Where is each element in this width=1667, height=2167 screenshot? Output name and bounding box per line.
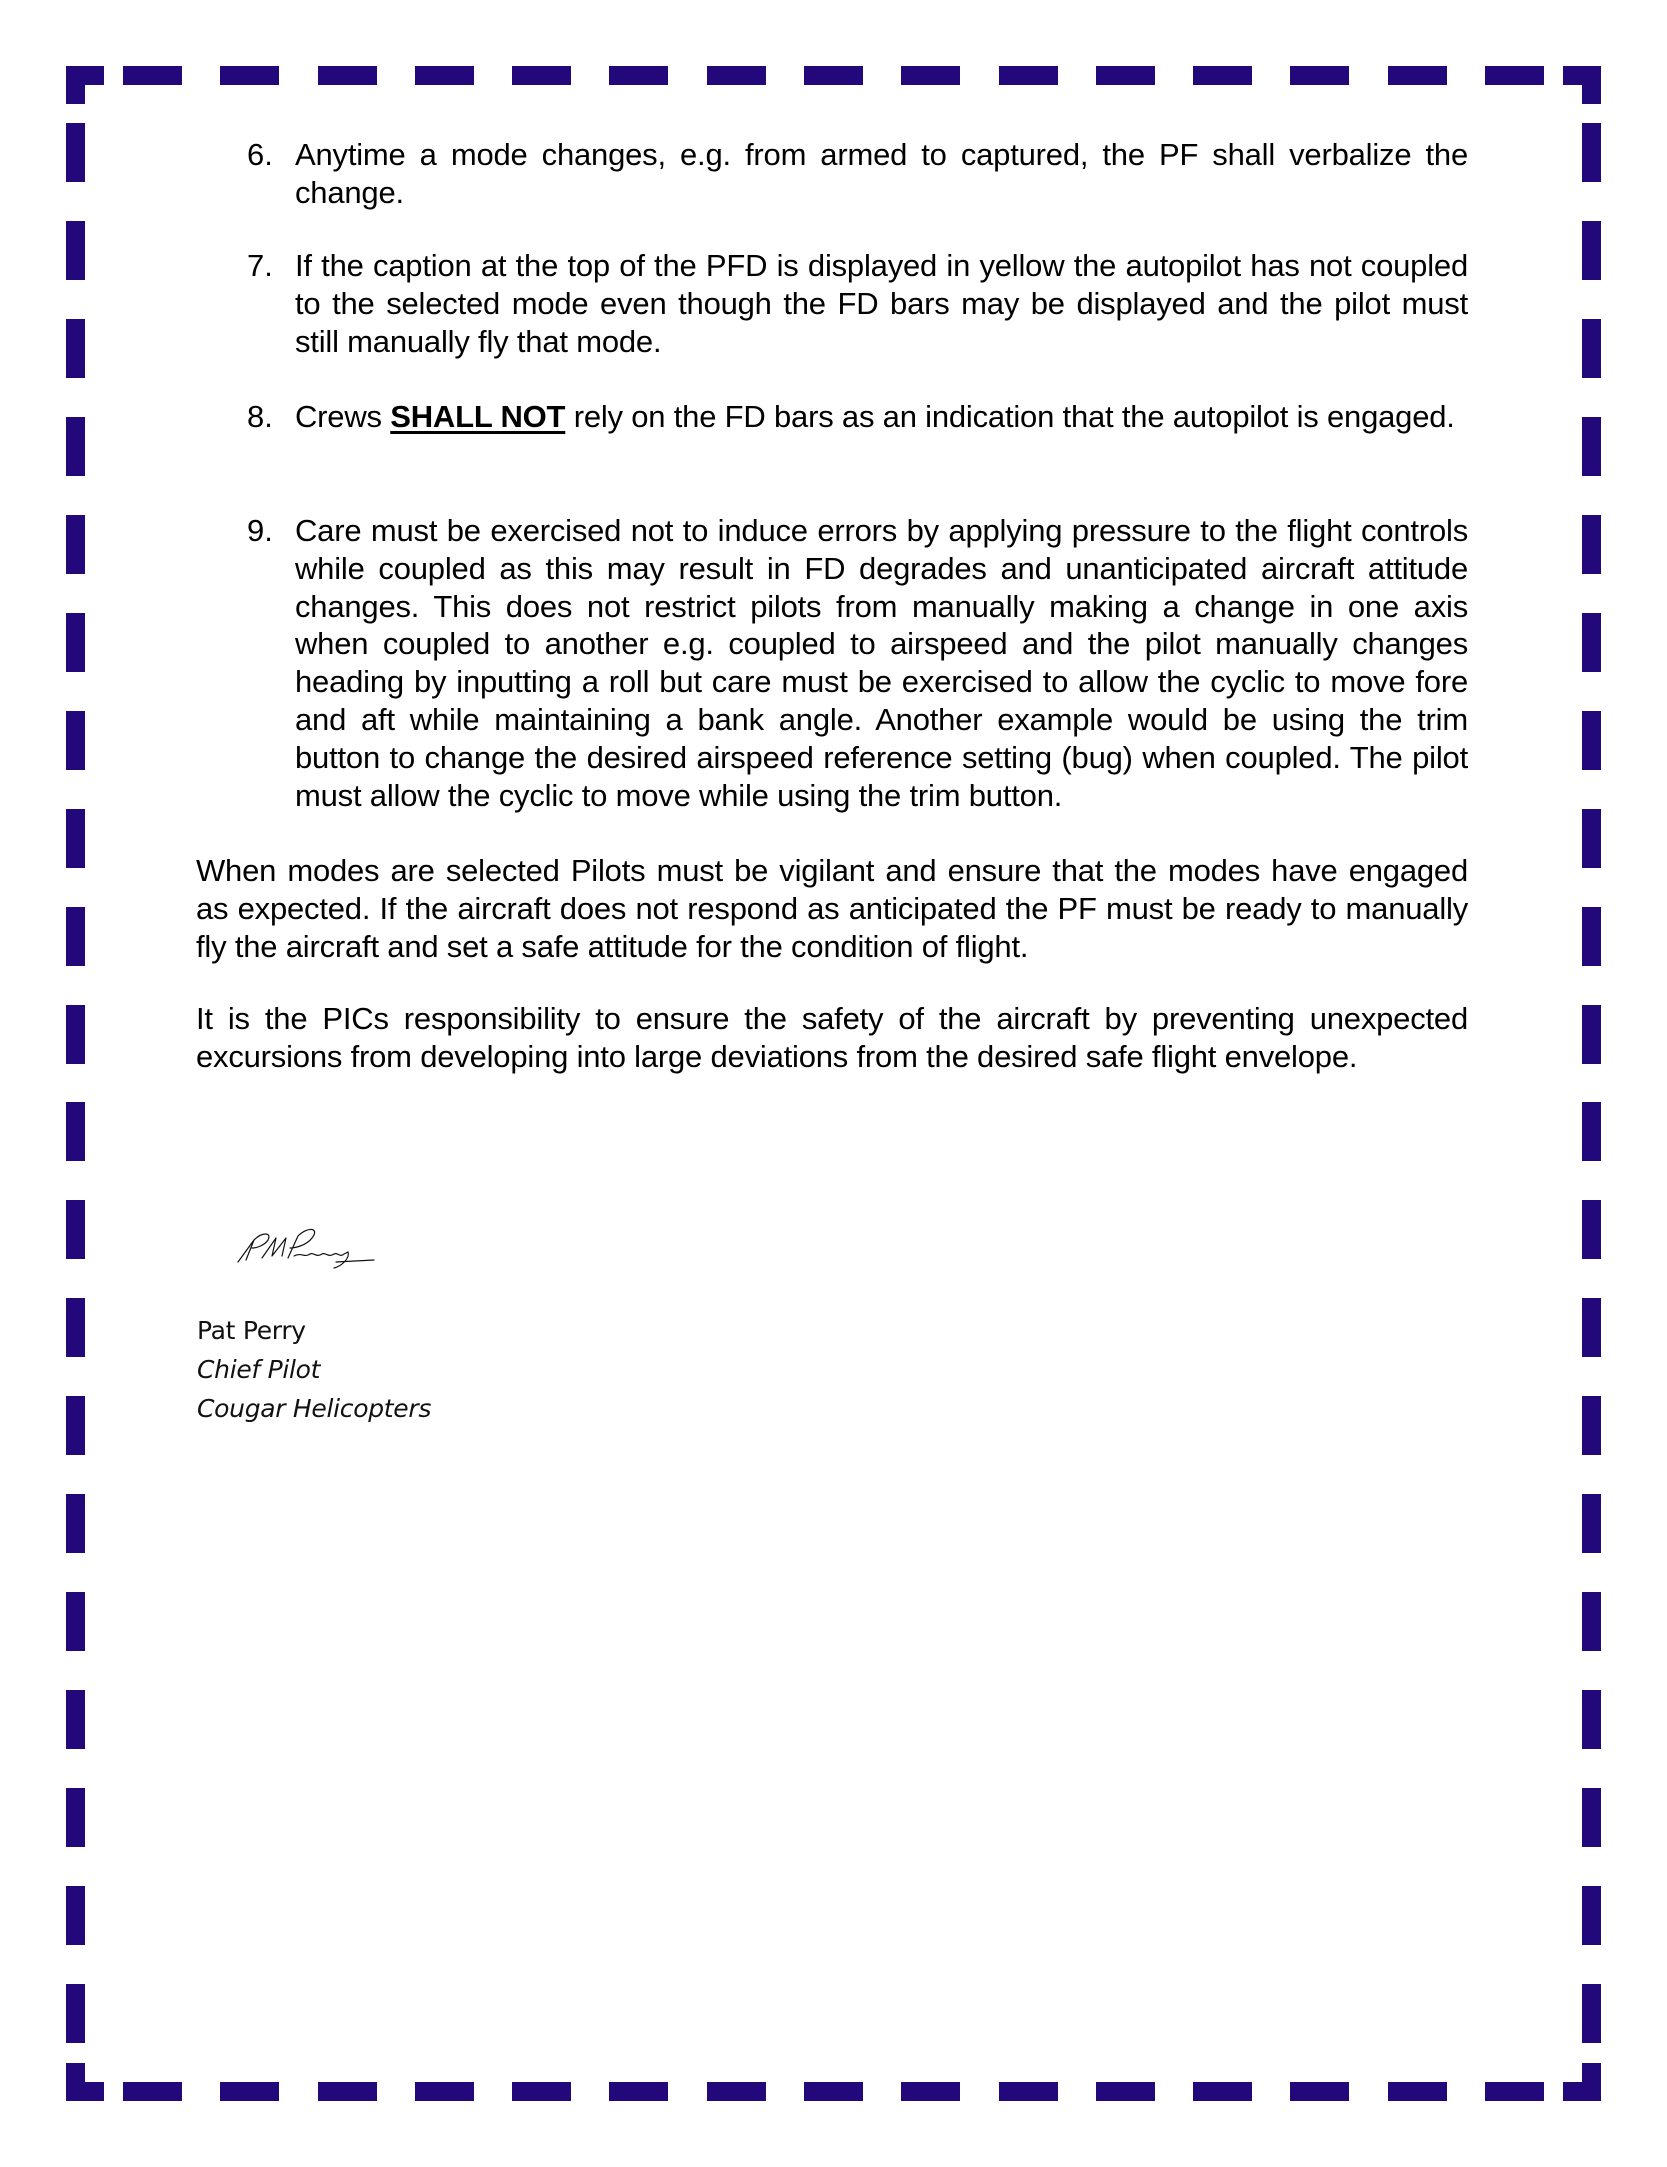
list-item-8 xyxy=(247,398,1468,436)
frame-dash-right xyxy=(1582,515,1601,574)
frame-dash-top xyxy=(707,66,766,85)
frame-dash-right xyxy=(1582,1396,1601,1455)
signer-title-text: Chief Pilot xyxy=(197,1355,321,1384)
signer-title xyxy=(197,1350,320,1389)
frame-dash-right xyxy=(1582,1494,1601,1553)
frame-dash-left xyxy=(66,1886,85,1945)
paragraph-vigilance: When modes are selected Pilots must be vigilant and ensure that the modes have engaged as expected. If the aircraft does not respond as anticipated the PF must be ready to manually fly the aircraft and set a safe attitude for the condition of flight. xyxy=(196,853,1468,964)
frame-dash-bottom xyxy=(1388,2082,1447,2101)
list-item-7 xyxy=(247,247,1468,360)
frame-dash-top xyxy=(999,66,1058,85)
frame-dash-bottom xyxy=(1096,2082,1155,2101)
frame-corner-top-right xyxy=(1563,66,1601,85)
frame-dash-left xyxy=(66,221,85,280)
frame-dash-top xyxy=(1388,66,1447,85)
signature-stroke xyxy=(334,1252,348,1268)
frame-dash-right xyxy=(1582,1298,1601,1357)
frame-dash-right xyxy=(1582,907,1601,966)
frame-dash-bottom xyxy=(415,2082,474,2101)
frame-dash-bottom xyxy=(1485,2082,1544,2101)
frame-dash-right xyxy=(1582,613,1601,672)
frame-dash-right xyxy=(1582,221,1601,280)
signer-name: Pat Perry xyxy=(197,1316,306,1345)
list-item-text: If the caption at the top of the PFD is displayed in yellow the autopilot has not coupled to the selected mode even though the FD bars may be displayed and the pilot must still manually fly that mode. xyxy=(295,248,1468,359)
frame-corner-bottom-right xyxy=(1563,2082,1601,2101)
frame-dash-top xyxy=(1096,66,1155,85)
frame-dash-right xyxy=(1582,1592,1601,1651)
list-number: 6. xyxy=(247,137,273,172)
frame-dash-top xyxy=(512,66,571,85)
frame-dash-right xyxy=(1582,1200,1601,1259)
frame-dash-left xyxy=(66,1788,85,1847)
frame-dash-top xyxy=(1290,66,1349,85)
frame-dash-bottom xyxy=(318,2082,377,2101)
text-after: rely on the FD bars as an indication that the autopilot is engaged. xyxy=(565,399,1455,434)
frame-dash-top xyxy=(220,66,279,85)
frame-dash-left xyxy=(66,1984,85,2043)
list-number: 8. xyxy=(247,399,273,434)
signature-stroke xyxy=(262,1238,286,1258)
handwritten-signature xyxy=(232,1222,378,1274)
frame-dash-bottom xyxy=(609,2082,668,2101)
list-item-9 xyxy=(247,512,1468,814)
frame-dash-left xyxy=(66,123,85,182)
frame-dash-left xyxy=(66,809,85,868)
frame-dash-left xyxy=(66,1200,85,1259)
frame-dash-top xyxy=(804,66,863,85)
frame-dash-right xyxy=(1582,1005,1601,1064)
frame-dash-bottom xyxy=(1193,2082,1252,2101)
frame-dash-left xyxy=(66,319,85,378)
frame-dash-bottom xyxy=(804,2082,863,2101)
text-before: Crews xyxy=(295,399,391,434)
frame-dash-right xyxy=(1582,1102,1601,1161)
frame-dash-left xyxy=(66,1102,85,1161)
list-item-text: Care must be exercised not to induce errors by applying pressure to the flight controls while coupled as this may result in FD degrades and unanticipated aircraft attitude changes. This does not restrict pilots from manually making a change in one axis when coupled to another e.g. coupled to airspeed and the pilot manually changes heading by inputting a roll but care must be exercised to allow the cyclic to move fore and aft while maintaining a bank angle. Another example would be using the trim button to change the desired airspeed reference setting (bug) when coupled. The pilot must allow the cyclic to move while using the trim button. xyxy=(295,513,1468,813)
frame-dash-right xyxy=(1582,417,1601,476)
frame-dash-top xyxy=(1193,66,1252,85)
frame-dash-left xyxy=(66,1690,85,1749)
frame-dash-bottom xyxy=(999,2082,1058,2101)
frame-dash-left xyxy=(66,907,85,966)
frame-dash-right xyxy=(1582,319,1601,378)
frame-dash-left xyxy=(66,1298,85,1357)
frame-dash-left xyxy=(66,1005,85,1064)
frame-dash-top xyxy=(318,66,377,85)
frame-corner-top-left xyxy=(66,66,104,85)
frame-dash-right xyxy=(1582,1788,1601,1847)
frame-dash-left xyxy=(66,1494,85,1553)
signature-stroke xyxy=(252,1234,269,1248)
frame-dash-right xyxy=(1582,711,1601,770)
frame-dash-bottom xyxy=(901,2082,960,2101)
signature-stroke xyxy=(238,1240,254,1262)
frame-corner-bottom-left xyxy=(66,2063,85,2101)
frame-dash-top xyxy=(123,66,182,85)
frame-dash-bottom xyxy=(123,2082,182,2101)
frame-dash-bottom xyxy=(220,2082,279,2101)
frame-dash-left xyxy=(66,1396,85,1455)
signer-company xyxy=(197,1389,431,1428)
frame-dash-right xyxy=(1582,809,1601,868)
list-item-text xyxy=(295,398,1468,436)
list-item-6 xyxy=(247,136,1468,212)
frame-dash-right xyxy=(1582,1984,1601,2043)
frame-dash-left xyxy=(66,613,85,672)
frame-dash-right xyxy=(1582,1886,1601,1945)
frame-corner-bottom-right xyxy=(1582,2063,1601,2101)
frame-dash-right xyxy=(1582,123,1601,182)
frame-dash-left xyxy=(66,711,85,770)
shall-not-emphasis: SHALL NOT xyxy=(390,399,566,434)
frame-dash-bottom xyxy=(707,2082,766,2101)
frame-dash-top xyxy=(1485,66,1544,85)
frame-dash-left xyxy=(66,417,85,476)
signature-stroke xyxy=(294,1252,348,1256)
list-item-text: Anytime a mode changes, e.g. from armed to captured, the PF shall verbalize the change. xyxy=(295,137,1468,210)
frame-dash-bottom xyxy=(1290,2082,1349,2101)
frame-dash-left xyxy=(66,515,85,574)
frame-dash-left xyxy=(66,1592,85,1651)
frame-dash-top xyxy=(609,66,668,85)
signer-company-text: Cougar Helicopters xyxy=(197,1394,432,1423)
list-number: 7. xyxy=(247,248,273,283)
signature-stroke xyxy=(336,1260,374,1262)
frame-corner-bottom-left xyxy=(66,2082,104,2101)
frame-dash-top xyxy=(415,66,474,85)
frame-dash-top xyxy=(901,66,960,85)
frame-corner-top-right xyxy=(1582,66,1601,104)
frame-dash-bottom xyxy=(512,2082,571,2101)
frame-dash-right xyxy=(1582,1690,1601,1749)
list-number: 9. xyxy=(247,513,273,548)
paragraph-pic-responsibility: It is the PICs responsibility to ensure the safety of the aircraft by preventing unexpected excursions from developing into large deviations from the desired safe flight envelope. xyxy=(196,1001,1468,1074)
frame-corner-top-left xyxy=(66,66,85,104)
